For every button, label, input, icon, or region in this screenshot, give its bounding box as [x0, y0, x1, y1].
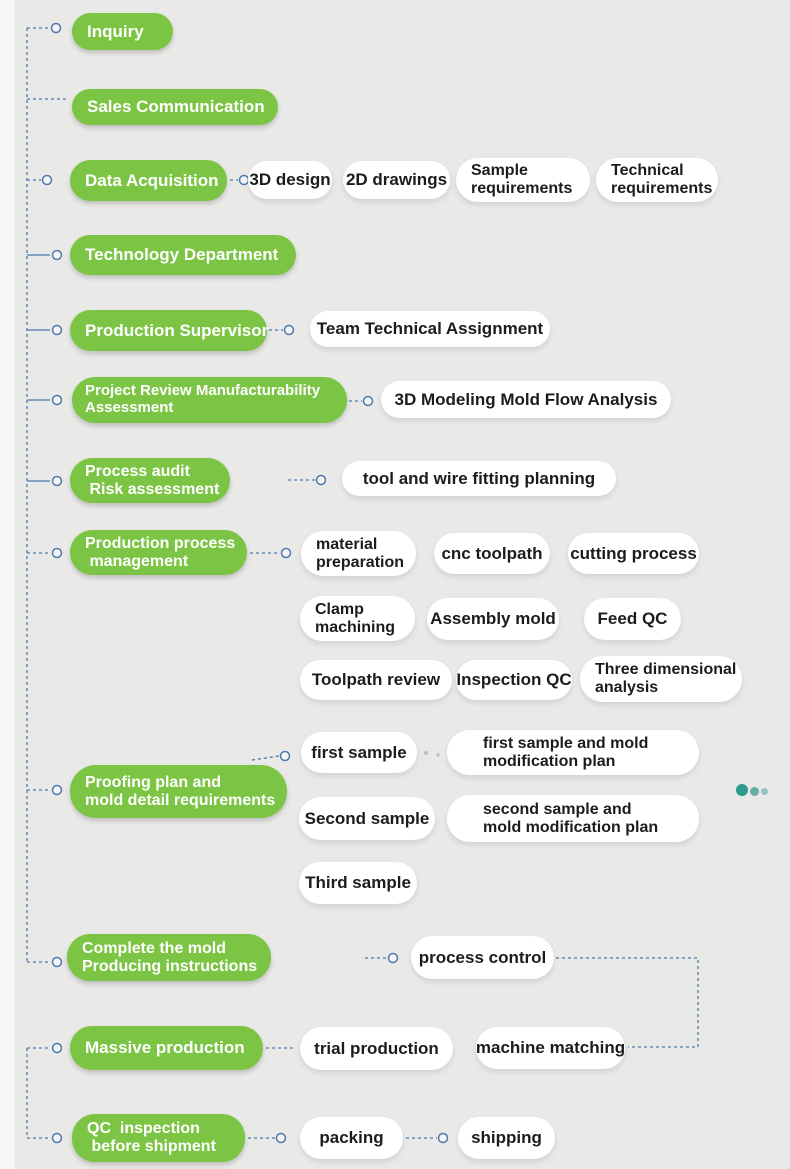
node-circle [282, 549, 291, 558]
node-circle [364, 397, 373, 406]
item-second-sample: Second sample [299, 797, 435, 840]
stage-production-supervisor: Production Supervisor [70, 310, 267, 351]
item-team-technical-assignment: Team Technical Assignment [310, 311, 550, 347]
item-toolpath-review: Toolpath review [300, 660, 452, 700]
node-circle [53, 251, 62, 260]
item-clamp-machining: Clamp machining [300, 596, 415, 641]
stage-massive-production: Massive production [70, 1026, 263, 1070]
item-three-dimensional-analysis: Three dimensional analysis [580, 656, 742, 702]
item-2d-drawings: 2D drawings [343, 161, 450, 199]
item-cnc-toolpath: cnc toolpath [434, 533, 550, 574]
stage-complete-mold: Complete the mold Producing instructions [67, 934, 271, 981]
item-tool-wire-fitting: tool and wire fitting planning [342, 461, 616, 496]
item-trial-production: trial production [300, 1027, 453, 1070]
node-circle [53, 786, 62, 795]
item-3d-design: 3D design [248, 161, 332, 199]
node-circle [53, 326, 62, 335]
node-circle [52, 24, 61, 33]
node-circle [389, 954, 398, 963]
node-circle [53, 1044, 62, 1053]
item-assembly-mold: Assembly mold [427, 598, 559, 640]
item-machine-matching: machine matching [476, 1027, 625, 1069]
item-inspection-qc: Inspection QC [456, 660, 572, 700]
item-first-sample: first sample [301, 732, 417, 773]
node-circle [317, 476, 326, 485]
stage-inquiry: Inquiry [72, 13, 173, 50]
stage-process-audit: Process audit Risk assessment [70, 458, 230, 503]
node-circle [53, 1134, 62, 1143]
stage-production-process-management: Production process management [70, 530, 247, 575]
item-sample-requirements: Sample requirements [456, 158, 590, 202]
item-third-sample: Third sample [299, 862, 417, 904]
stage-data-acquisition: Data Acquisition [70, 160, 227, 201]
item-technical-requirements: Technical requirements [596, 158, 718, 202]
mini-dot [436, 753, 439, 756]
item-first-sample-mold-plan: first sample and mold modification plan [447, 730, 699, 775]
node-circle [285, 326, 294, 335]
node-circle [53, 549, 62, 558]
node-circle [53, 958, 62, 967]
pager-dot-small [761, 788, 768, 795]
item-feed-qc: Feed QC [584, 598, 681, 640]
stage-technology-department: Technology Department [70, 235, 296, 275]
item-cutting-process: cutting process [568, 533, 699, 574]
item-packing: packing [300, 1117, 403, 1159]
node-circle [439, 1134, 448, 1143]
item-second-sample-mold-plan: second sample and mold modification plan [447, 795, 699, 842]
item-shipping: shipping [458, 1117, 555, 1159]
stage-qc-inspection: QC inspection before shipment [72, 1114, 245, 1162]
item-process-control: process control [411, 936, 554, 979]
node-circle [281, 752, 290, 761]
node-circle [277, 1134, 286, 1143]
node-circle [53, 477, 62, 486]
item-material-preparation: material preparation [301, 531, 416, 576]
stage-proofing-plan: Proofing plan and mold detail requirements [70, 765, 287, 818]
node-circle [43, 176, 52, 185]
pager-dot-medium [750, 787, 759, 796]
stage-sales-communication: Sales Communication [72, 89, 278, 125]
stage-project-review: Project Review Manufacturability Assessment [72, 377, 347, 423]
mini-dot [424, 751, 428, 755]
connector-proofing-to-first-sample [252, 756, 279, 760]
node-circle [53, 396, 62, 405]
pager-dot-large [736, 784, 748, 796]
item-3d-modeling-mold-flow: 3D Modeling Mold Flow Analysis [381, 381, 671, 418]
